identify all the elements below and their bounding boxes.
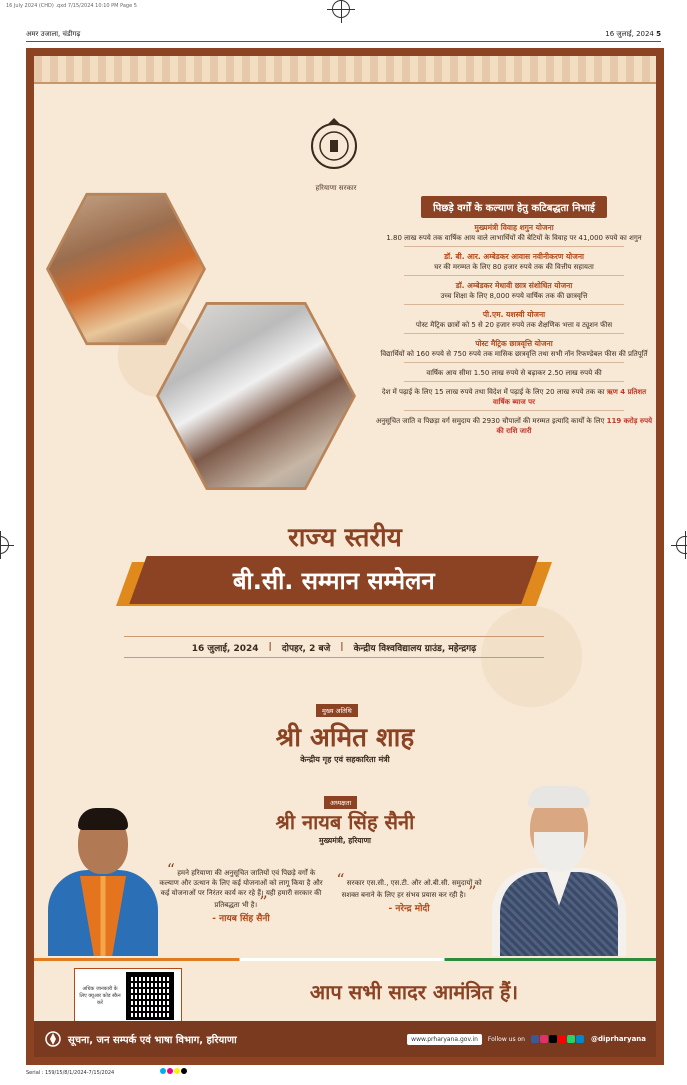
portrait-hair bbox=[528, 786, 590, 808]
cyan-swatch bbox=[160, 1068, 166, 1074]
header-date-group bbox=[605, 30, 661, 39]
crop-mark-left bbox=[0, 536, 9, 554]
print-color-bar bbox=[160, 1068, 187, 1074]
separator: | bbox=[340, 642, 344, 652]
page-number: 5 bbox=[656, 30, 661, 38]
crop-mark-right bbox=[676, 536, 687, 554]
portrait-beard bbox=[534, 832, 584, 872]
scheme-description: विद्यार्थियों को 160 रुपये से 750 रुपये तक मासिक छात्रवृत्ति तथा सभी नॉन रिफण्डेबल फीस की प्रतिपूर्ति bbox=[380, 350, 648, 358]
divider bbox=[404, 304, 624, 305]
advertisement bbox=[26, 48, 664, 1065]
presiding-name: श्री नायब सिंह सैनी bbox=[275, 810, 415, 834]
divider bbox=[404, 275, 624, 276]
quote-author: - नरेन्द्र मोदी bbox=[388, 904, 430, 914]
qr-code-box bbox=[74, 968, 182, 1024]
newspaper-name: अमर उजाला, चंडीगढ़ bbox=[26, 30, 81, 38]
qr-caption: अधिक जानकारी के लिए क्यूआर कोड स्कैन करें bbox=[79, 985, 121, 1006]
event-title: बी.सी. सम्मान सम्मेलन bbox=[233, 566, 435, 595]
event-venue: केन्द्रीय विश्वविद्यालय ग्राउंड, महेन्द्रगढ़ bbox=[353, 643, 477, 654]
scheme-name: पोस्ट मैट्रिक छात्रवृत्ति योजना bbox=[475, 339, 553, 348]
scheme-name: डॉ. अम्बेडकर मेधावी छात्र संशोधित योजना bbox=[455, 281, 573, 290]
print-slug: 16 July 2024 (CHD) .qxd 7/15/2024 10:10 PM Page 5 bbox=[6, 3, 137, 9]
scheme-name: पी.एम. यशस्वी योजना bbox=[482, 310, 546, 319]
quote-author: - नायब सिंह सैनी bbox=[212, 914, 270, 924]
newspaper-page-header bbox=[26, 28, 661, 42]
scheme-name: डॉ. बी. आर. अम्बेडकर आवास नवीनीकरण योजना bbox=[444, 252, 584, 261]
scheme-item bbox=[374, 281, 654, 305]
scheme-note bbox=[374, 416, 654, 436]
schemes-panel bbox=[374, 196, 654, 436]
banner-main bbox=[129, 556, 538, 604]
scheme-item bbox=[374, 339, 654, 363]
scheme-note bbox=[374, 368, 654, 382]
yellow-swatch bbox=[174, 1068, 180, 1074]
magenta-swatch bbox=[167, 1068, 173, 1074]
note-text: वार्षिक आय सीमा 1.50 लाख रुपये से बढ़ाकर 2.50 लाख रुपये की bbox=[426, 369, 602, 377]
scheme-description: पोस्ट मैट्रिक छात्रों को 5 से 20 हजार रुपये तक शैक्षणिक भत्ता व ट्यूशन फीस bbox=[415, 321, 613, 329]
event-heading: राज्य स्तरीय bbox=[288, 523, 402, 553]
note-text bbox=[374, 387, 654, 407]
open-quote-icon: “ bbox=[166, 860, 175, 879]
close-quote-icon: ” bbox=[259, 892, 268, 911]
close-quote-icon: ” bbox=[468, 882, 477, 901]
portrait-chief-minister bbox=[44, 806, 162, 956]
haryana-emblem-icon bbox=[310, 116, 358, 176]
scheme-description: घर की मरम्मत के लिए 80 हजार रुपये तक की वित्तीय सहायता bbox=[434, 263, 594, 271]
open-quote-icon: “ bbox=[336, 870, 345, 889]
quote-prime-minister bbox=[334, 870, 484, 914]
black-swatch bbox=[181, 1068, 187, 1074]
divider bbox=[404, 362, 624, 363]
scheme-note bbox=[374, 387, 654, 411]
quote-chief-minister bbox=[156, 860, 326, 924]
divider bbox=[404, 381, 624, 382]
presiding-badge: अध्यक्षता bbox=[324, 796, 357, 809]
scheme-description: 1.80 लाख रुपये तक वार्षिक आय वाले लाभार्थियों की बेटियों के विवाह पर 41,000 रुपये का शगुन bbox=[386, 234, 642, 242]
quote-text: हमने हरियाणा की अनुसूचित जातियों एवं पिछड़े वर्गों के कल्याण और उत्थान के लिए कई योजनाओं को लागू किया है और कई योजनाओं पर निरंतर कार्य कर रहे हैं। यही हमारी सरकार की प्रतिबद्धता भी है। bbox=[159, 869, 323, 909]
event-banner bbox=[124, 556, 544, 612]
qr-code-icon[interactable] bbox=[126, 972, 174, 1020]
chief-guest-designation: केन्द्रीय गृह एवं सहकारिता मंत्री bbox=[300, 755, 390, 764]
divider bbox=[404, 333, 624, 334]
highlight-text: ऋण 4 प्रतिशत वार्षिक ब्याज पर bbox=[492, 388, 647, 406]
event-date: 16 जुलाई, 2024 bbox=[191, 643, 259, 654]
schemes-panel-title: पिछड़े वर्गों के कल्याण हेतु कटिबद्धता निभाई bbox=[421, 196, 607, 218]
tricolor-divider bbox=[34, 958, 656, 961]
portrait-prime-minister bbox=[484, 776, 634, 956]
divider bbox=[404, 410, 624, 411]
chief-guest-badge: मुख्य अतिथि bbox=[316, 704, 358, 717]
note-text-plain: देश में पढ़ाई के लिए 15 लाख रुपये तथा विदेश में पढ़ाई के लिए 20 लाख रुपये तक का ऋण 4 प्रतिशत वार्षिक ब्याज पर bbox=[381, 388, 647, 406]
highlight-text: 119 करोड़ रुपये की राशि जारी bbox=[496, 417, 653, 435]
chief-guest-name: श्री अमित शाह bbox=[275, 723, 415, 753]
decorative-top-band bbox=[34, 56, 656, 84]
emblem-caption: हरियाणा सरकार bbox=[315, 184, 357, 192]
department-name: सूचना, जन सम्पर्क एवं भाषा विभाग, हरियाणा bbox=[68, 1035, 237, 1046]
scheme-item bbox=[374, 252, 654, 276]
crop-mark-top bbox=[332, 0, 350, 18]
scheme-name: मुख्यमंत्री विवाह शगुन योजना bbox=[474, 223, 554, 232]
separator: | bbox=[268, 642, 272, 652]
follow-label: Follow us on bbox=[487, 1035, 525, 1043]
website-link[interactable]: www.prharyana.gov.in bbox=[407, 1034, 482, 1045]
event-details bbox=[124, 636, 544, 658]
department-logo-icon bbox=[44, 1030, 62, 1048]
social-media-icons[interactable] bbox=[531, 1034, 585, 1044]
scheme-item bbox=[374, 223, 654, 247]
quote-text: सरकार एस.सी., एस.टी. और ओ.बी.सी. समुदायों को सशक्त बनाने के लिए हर संभव प्रयास कर रही है। bbox=[341, 879, 482, 899]
header-date: 16 जुलाई, 2024 bbox=[605, 30, 654, 38]
divider bbox=[404, 246, 624, 247]
invitation-text: आप सभी सादर आमंत्रित हैं। bbox=[309, 980, 519, 1004]
scheme-description: उच्च शिक्षा के लिए 8,000 रुपये वार्षिक तक की छात्रवृत्ति bbox=[440, 292, 588, 300]
footer-bar bbox=[34, 1021, 656, 1057]
print-serial: Serial : 159/15/8/1/2024-7/15/2024 bbox=[26, 1070, 115, 1076]
note-text: अनुसूचित जाति व पिछड़ा वर्ग समुदाय की 2930 चौपालों की मरम्मत इत्यादि कार्यों के लिए 119 करोड़ रुपये की राशि जारी bbox=[375, 417, 653, 435]
presiding-designation: मुख्यमंत्री, हरियाणा bbox=[319, 836, 371, 845]
scheme-item bbox=[374, 310, 654, 334]
event-time: दोपहर, 2 बजे bbox=[281, 643, 331, 654]
portrait-hair bbox=[78, 808, 128, 830]
social-handle[interactable]: @diprharyana bbox=[590, 1035, 646, 1043]
